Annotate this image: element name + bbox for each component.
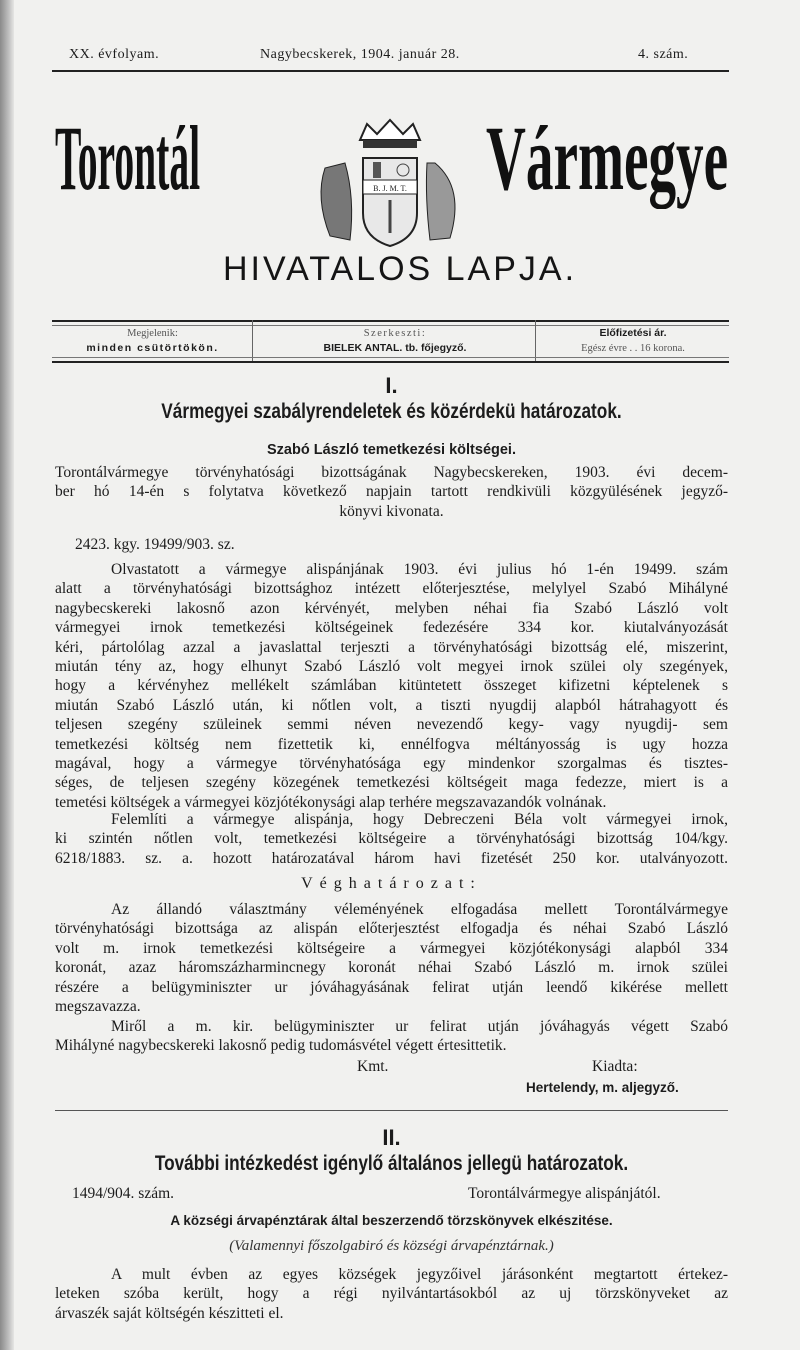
header-rule: [52, 70, 729, 72]
scan-edge: [0, 0, 14, 1350]
text-line: Mihályné nagybecskereki lakosnő pedig tudomásvétel végett értesittetik.: [55, 1037, 507, 1055]
document-number: 1494/904. szám.: [72, 1185, 175, 1202]
text-line: alatt a törvényhatósági bizottsághoz intézett előterjesztése, melylyel Szabó Mihályné: [55, 580, 728, 598]
body-paragraph: [55, 560, 728, 812]
text-line: temetkezési költség nem fizettetik ki, ennélfogva méltányosság is ugy hozza: [55, 735, 728, 753]
section-2-paragraph: [55, 1265, 728, 1323]
text-line: Miről a m. kir. belügyminiszter ur felirat utján jóváhagyás végett Szabó: [111, 1018, 728, 1035]
text-line: koronát, azaz háromszázharmincnegy koronát néhai Szabó László m. irnok szülei: [55, 959, 728, 977]
coat-of-arms: [305, 118, 475, 258]
decision-paragraph: [55, 900, 728, 1016]
info-box: [55, 318, 728, 366]
section-1-numeral: I.: [385, 373, 398, 398]
section-divider: [55, 1110, 728, 1111]
addressee: (Valamennyi főszolgabiró és községi árvapénztárnak.): [229, 1238, 554, 1254]
text-line: könyvi kivonata.: [339, 502, 444, 520]
text-line: Torontálvármegye törvényhatósági bizottságának Nagybecskereken, 1903. évi decem-: [55, 464, 728, 481]
masthead-title-right: Vármegye: [486, 107, 729, 209]
text-line: A mult évben az egyes községek jegyzőivel járásonként megtartott értekez-: [111, 1266, 728, 1283]
crest-text: B. J. M. T.: [373, 184, 407, 193]
text-line: Az állandó választmány véleményének elfogadása mellett Torontálvármegye: [111, 901, 728, 918]
info-separator: [252, 320, 253, 362]
document-from: Torontálvármegye alispánjától.: [468, 1185, 661, 1202]
text-line: vármegyei irnok temetkezési költségeinek fedezésére 334 kor. kiutalványozását: [55, 619, 728, 637]
text-line: miután tény az, hogy elhunyt Szabó László volt megyei irnok szülei oly szegények,: [55, 657, 728, 675]
text-line: 6218/1883. sz. a. hozott határozatával három havi fizetését 250 kor. utalványozott.: [55, 849, 728, 867]
text-line: megszavazza.: [55, 997, 141, 1015]
text-line: Olvastatott a vármegye alispánjának 1903. évi julius hó 1-én 19499. szám: [111, 561, 728, 578]
text-line: miután Szabó László után, ki nőtlen volt, a tiszti nyugdij alapból hátrahagyott és: [55, 696, 728, 714]
text-line: ki szintén nőtlen volt, temetkezési költségeire a törvényhatósági bizottság 104/kgy.: [55, 830, 728, 848]
text-line: séges, de teljesen szegény közegének temetkezési költségeit maga fedezze, miert is a: [55, 774, 728, 792]
place-date: Nagybecskerek, 1904. január 28.: [260, 47, 460, 62]
text-line: árvaszék saját költségén készitteti el.: [55, 1304, 284, 1322]
masthead-title-left: Torontál: [55, 107, 201, 209]
section-2-title: További intézkedést igénylő általános jellegü határozatok.: [154, 1152, 629, 1175]
info-separator: [535, 320, 536, 362]
editor-label: Szerkeszti:: [363, 328, 427, 339]
reference-number: 2423. kgy. 19499/903. sz.: [75, 536, 235, 553]
mention-paragraph: [55, 810, 728, 868]
masthead-subtitle: HIVATALOS LAPJA.: [222, 250, 578, 288]
issued-label: Kiadta:: [592, 1058, 638, 1075]
info-rule-bottom: [52, 361, 729, 363]
appears-label: Megjelenik:: [127, 328, 178, 339]
price-label: Előfizetési ár.: [599, 327, 667, 339]
text-line: volt m. irnok temetkezési költségeire a vármegyei közjótékonysági alapból 334: [55, 939, 728, 957]
issue-number: 4. szám.: [638, 47, 689, 62]
text-line: nagybecskereki lakosnő azon kérvényét, melyben néhai fia Szabó László volt: [55, 599, 728, 617]
appears-value: minden csütörtökön.: [86, 342, 219, 354]
section-2-subtitle: A községi árvapénztárak által beszerzendő törzskönyvek elkészitése.: [170, 1213, 613, 1228]
price-value: Egész évre . . 16 korona.: [581, 343, 685, 354]
issued-by: Hertelendy, m. aljegyző.: [526, 1080, 679, 1095]
kmt: Kmt.: [357, 1058, 389, 1075]
section-1-subtitle: Szabó László temetkezési költségei.: [266, 442, 516, 458]
text-line: Felemlíti a vármegye alispánja, hogy Debreczeni Béla volt vármegyei irnok,: [111, 811, 728, 828]
text-line: leteken szóba került, hogy a régi nyilvántartásokból az uj törzskönyveket az: [55, 1285, 728, 1303]
text-line: ber hó 14-én s folytatva következő napjain tartott rendkivüli közgyülésének jegyző-: [55, 483, 728, 501]
text-line: részére a belügyminiszter ur jóváhagyásának felirat utján leendő kikérése mellett: [55, 978, 728, 996]
text-line: kéri, pártolólag azzal a javaslattal terjeszti a törvényhatósági bizottság elé, miszerint,: [55, 638, 728, 656]
section-1-title: Vármegyei szabályrendeletek és közérdekü határozatok.: [161, 400, 622, 423]
text-line: temetési költségek a vármegyei közjótékonysági alap terhére megszavazandók volnának.: [55, 793, 607, 811]
section-2-numeral: II.: [382, 1125, 401, 1150]
issue-header: [55, 47, 728, 65]
volume: XX. évfolyam.: [69, 47, 160, 62]
notice-paragraph: [55, 1017, 728, 1056]
text-line: teljesen szegény szüleinek semmi néven nevezendő kegy- vagy nyugdij- sem: [55, 716, 728, 734]
info-rule-bottom-thin: [52, 357, 729, 358]
text-line: törvényhatósági bizottsága az alispán előterjesztést elfogadja és néhai Szabó László: [55, 920, 728, 938]
text-line: hogy a kérvényhez mellékelt számlában kitüntetett összeget kifizetni képtelenek s: [55, 677, 728, 695]
editor-value: BIELEK ANTAL. tb. főjegyző.: [323, 342, 467, 354]
decision-title: Véghatározat:: [301, 875, 482, 892]
intro-paragraph: [55, 463, 728, 521]
text-line: magával, hogy a vármegye törvényhatósága egy mindenkor szorgalmas és tisztes-: [55, 754, 728, 772]
